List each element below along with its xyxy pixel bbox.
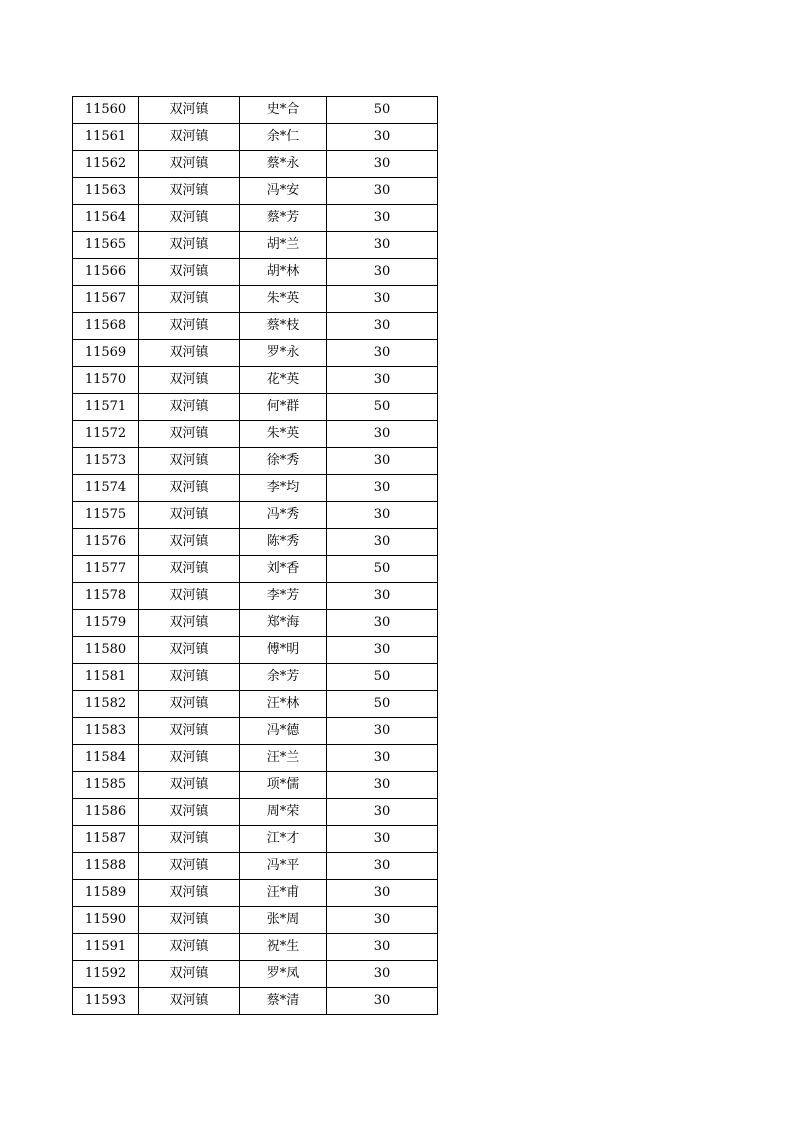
amount-cell: 30 <box>327 151 438 178</box>
id-cell: 11577 <box>73 556 139 583</box>
name-cell: 汪*林 <box>240 691 327 718</box>
town-cell: 双河镇 <box>139 610 240 637</box>
amount-cell: 30 <box>327 448 438 475</box>
amount-cell: 30 <box>327 259 438 286</box>
id-cell: 11584 <box>73 745 139 772</box>
name-cell: 蔡*永 <box>240 151 327 178</box>
table-row <box>73 664 438 691</box>
amount-cell: 30 <box>327 124 438 151</box>
name-cell: 蔡*枝 <box>240 313 327 340</box>
id-cell: 11576 <box>73 529 139 556</box>
table-row <box>73 259 438 286</box>
id-cell: 11571 <box>73 394 139 421</box>
amount-cell: 30 <box>327 961 438 988</box>
table-row <box>73 988 438 1015</box>
town-cell: 双河镇 <box>139 961 240 988</box>
town-cell: 双河镇 <box>139 502 240 529</box>
id-cell: 11589 <box>73 880 139 907</box>
id-cell: 11574 <box>73 475 139 502</box>
id-cell: 11573 <box>73 448 139 475</box>
id-cell: 11578 <box>73 583 139 610</box>
town-cell: 双河镇 <box>139 448 240 475</box>
id-cell: 11591 <box>73 934 139 961</box>
town-cell: 双河镇 <box>139 205 240 232</box>
id-cell: 11582 <box>73 691 139 718</box>
amount-cell: 30 <box>327 313 438 340</box>
id-cell: 11588 <box>73 853 139 880</box>
town-cell: 双河镇 <box>139 934 240 961</box>
amount-cell: 30 <box>327 232 438 259</box>
amount-cell: 30 <box>327 529 438 556</box>
table-row <box>73 637 438 664</box>
name-cell: 胡*林 <box>240 259 327 286</box>
id-cell: 11585 <box>73 772 139 799</box>
name-cell: 李*均 <box>240 475 327 502</box>
id-cell: 11560 <box>73 97 139 124</box>
amount-cell: 50 <box>327 394 438 421</box>
town-cell: 双河镇 <box>139 718 240 745</box>
amount-cell: 30 <box>327 880 438 907</box>
id-cell: 11592 <box>73 961 139 988</box>
town-cell: 双河镇 <box>139 907 240 934</box>
amount-cell: 30 <box>327 934 438 961</box>
town-cell: 双河镇 <box>139 97 240 124</box>
roster-table <box>72 96 438 1015</box>
town-cell: 双河镇 <box>139 421 240 448</box>
name-cell: 李*芳 <box>240 583 327 610</box>
table-row <box>73 934 438 961</box>
amount-cell: 30 <box>327 583 438 610</box>
amount-cell: 30 <box>327 475 438 502</box>
table-row <box>73 610 438 637</box>
town-cell: 双河镇 <box>139 529 240 556</box>
name-cell: 傅*明 <box>240 637 327 664</box>
table-row <box>73 475 438 502</box>
amount-cell: 30 <box>327 367 438 394</box>
name-cell: 郑*海 <box>240 610 327 637</box>
town-cell: 双河镇 <box>139 475 240 502</box>
amount-cell: 50 <box>327 97 438 124</box>
id-cell: 11586 <box>73 799 139 826</box>
id-cell: 11593 <box>73 988 139 1015</box>
table-row <box>73 313 438 340</box>
name-cell: 蔡*清 <box>240 988 327 1015</box>
town-cell: 双河镇 <box>139 259 240 286</box>
name-cell: 花*英 <box>240 367 327 394</box>
town-cell: 双河镇 <box>139 556 240 583</box>
id-cell: 11570 <box>73 367 139 394</box>
amount-cell: 50 <box>327 556 438 583</box>
town-cell: 双河镇 <box>139 394 240 421</box>
amount-cell: 30 <box>327 772 438 799</box>
table-row <box>73 961 438 988</box>
amount-cell: 30 <box>327 340 438 367</box>
table-row <box>73 367 438 394</box>
amount-cell: 50 <box>327 691 438 718</box>
id-cell: 11580 <box>73 637 139 664</box>
table-row <box>73 772 438 799</box>
town-cell: 双河镇 <box>139 853 240 880</box>
amount-cell: 30 <box>327 421 438 448</box>
table-row <box>73 529 438 556</box>
town-cell: 双河镇 <box>139 880 240 907</box>
amount-cell: 30 <box>327 178 438 205</box>
name-cell: 罗*永 <box>240 340 327 367</box>
amount-cell: 30 <box>327 502 438 529</box>
town-cell: 双河镇 <box>139 151 240 178</box>
table-row <box>73 718 438 745</box>
town-cell: 双河镇 <box>139 286 240 313</box>
id-cell: 11567 <box>73 286 139 313</box>
table-row <box>73 853 438 880</box>
town-cell: 双河镇 <box>139 664 240 691</box>
table-row <box>73 880 438 907</box>
table-row <box>73 286 438 313</box>
town-cell: 双河镇 <box>139 826 240 853</box>
name-cell: 汪*兰 <box>240 745 327 772</box>
town-cell: 双河镇 <box>139 691 240 718</box>
table-row <box>73 799 438 826</box>
amount-cell: 30 <box>327 799 438 826</box>
id-cell: 11579 <box>73 610 139 637</box>
amount-cell: 30 <box>327 826 438 853</box>
town-cell: 双河镇 <box>139 745 240 772</box>
amount-cell: 30 <box>327 907 438 934</box>
name-cell: 刘*香 <box>240 556 327 583</box>
roster-table-body <box>73 97 438 1015</box>
id-cell: 11587 <box>73 826 139 853</box>
name-cell: 余*仁 <box>240 124 327 151</box>
town-cell: 双河镇 <box>139 988 240 1015</box>
id-cell: 11566 <box>73 259 139 286</box>
table-row <box>73 556 438 583</box>
town-cell: 双河镇 <box>139 799 240 826</box>
id-cell: 11562 <box>73 151 139 178</box>
name-cell: 朱*英 <box>240 421 327 448</box>
amount-cell: 30 <box>327 205 438 232</box>
name-cell: 蔡*芳 <box>240 205 327 232</box>
amount-cell: 30 <box>327 988 438 1015</box>
name-cell: 汪*甫 <box>240 880 327 907</box>
table-row <box>73 205 438 232</box>
amount-cell: 30 <box>327 286 438 313</box>
amount-cell: 30 <box>327 637 438 664</box>
amount-cell: 30 <box>327 853 438 880</box>
id-cell: 11575 <box>73 502 139 529</box>
table-row <box>73 151 438 178</box>
name-cell: 项*儒 <box>240 772 327 799</box>
town-cell: 双河镇 <box>139 367 240 394</box>
id-cell: 11563 <box>73 178 139 205</box>
name-cell: 江*才 <box>240 826 327 853</box>
id-cell: 11581 <box>73 664 139 691</box>
name-cell: 史*合 <box>240 97 327 124</box>
id-cell: 11565 <box>73 232 139 259</box>
id-cell: 11564 <box>73 205 139 232</box>
id-cell: 11583 <box>73 718 139 745</box>
id-cell: 11568 <box>73 313 139 340</box>
name-cell: 冯*平 <box>240 853 327 880</box>
table-row <box>73 826 438 853</box>
name-cell: 胡*兰 <box>240 232 327 259</box>
table-row <box>73 178 438 205</box>
table-row <box>73 394 438 421</box>
town-cell: 双河镇 <box>139 178 240 205</box>
table-row <box>73 907 438 934</box>
id-cell: 11572 <box>73 421 139 448</box>
name-cell: 何*群 <box>240 394 327 421</box>
name-cell: 余*芳 <box>240 664 327 691</box>
name-cell: 周*荣 <box>240 799 327 826</box>
table-row <box>73 583 438 610</box>
table-row <box>73 340 438 367</box>
table-row <box>73 691 438 718</box>
name-cell: 朱*英 <box>240 286 327 313</box>
table-row <box>73 421 438 448</box>
town-cell: 双河镇 <box>139 637 240 664</box>
id-cell: 11569 <box>73 340 139 367</box>
town-cell: 双河镇 <box>139 313 240 340</box>
name-cell: 祝*生 <box>240 934 327 961</box>
town-cell: 双河镇 <box>139 583 240 610</box>
name-cell: 冯*安 <box>240 178 327 205</box>
id-cell: 11561 <box>73 124 139 151</box>
amount-cell: 30 <box>327 610 438 637</box>
town-cell: 双河镇 <box>139 232 240 259</box>
table-row <box>73 97 438 124</box>
name-cell: 冯*德 <box>240 718 327 745</box>
table-row <box>73 232 438 259</box>
town-cell: 双河镇 <box>139 124 240 151</box>
id-cell: 11590 <box>73 907 139 934</box>
amount-cell: 30 <box>327 745 438 772</box>
table-row <box>73 745 438 772</box>
table-row <box>73 124 438 151</box>
table-row <box>73 448 438 475</box>
town-cell: 双河镇 <box>139 340 240 367</box>
name-cell: 陈*秀 <box>240 529 327 556</box>
name-cell: 张*周 <box>240 907 327 934</box>
table-row <box>73 502 438 529</box>
amount-cell: 50 <box>327 664 438 691</box>
name-cell: 冯*秀 <box>240 502 327 529</box>
name-cell: 罗*凤 <box>240 961 327 988</box>
town-cell: 双河镇 <box>139 772 240 799</box>
name-cell: 徐*秀 <box>240 448 327 475</box>
amount-cell: 30 <box>327 718 438 745</box>
